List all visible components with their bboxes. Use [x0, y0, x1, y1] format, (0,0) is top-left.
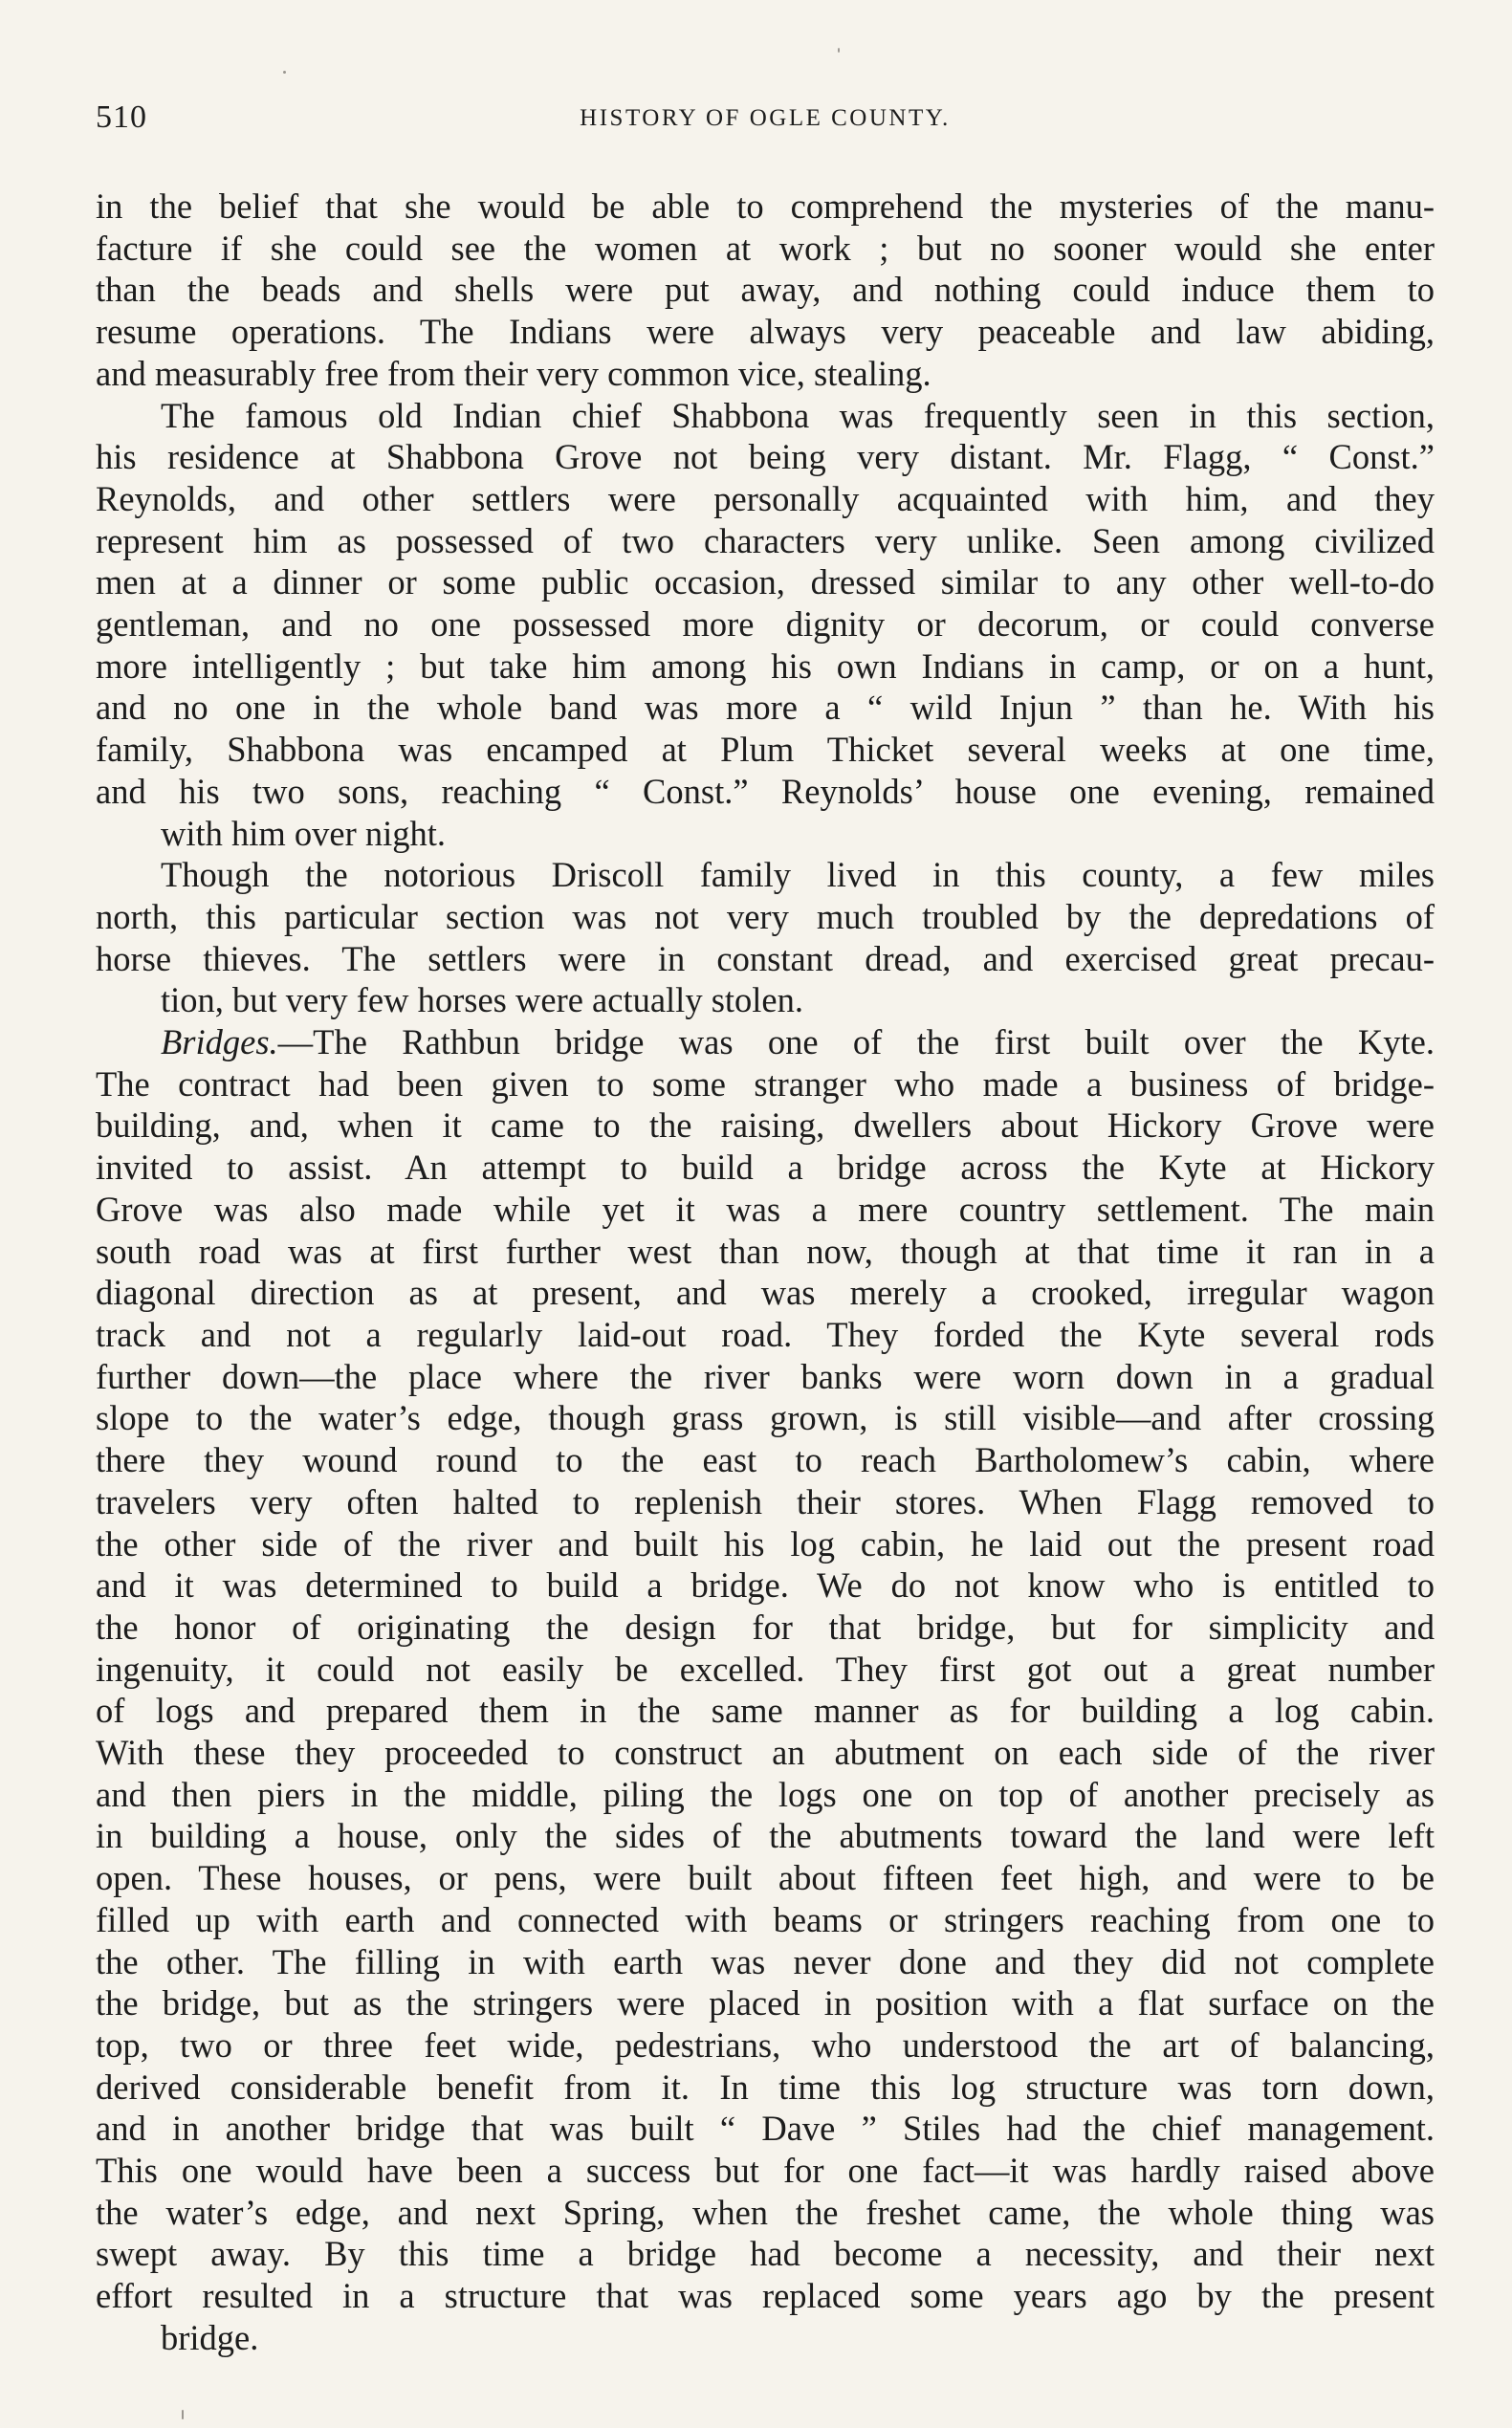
text-line: track and not a regularly laid-out road. They forded the Kyte several rods — [96, 1314, 1435, 1354]
text-line: —The Rathbun bridge was one of the first built over the Kyte. — [277, 1022, 1435, 1062]
text-line: Though the notorious Driscoll family lived in this county, a few miles — [161, 855, 1435, 895]
paper-speck — [838, 48, 840, 53]
text-line: further down—the place where the river banks were worn down in a gradual — [96, 1356, 1435, 1396]
text-line: and then piers in the middle, piling the logs one on top of another precisely as — [96, 1774, 1435, 1814]
text-line: slope to the water’s edge, though grass grown, is still visible—and after crossing — [96, 1398, 1435, 1438]
text-line: This one would have been a success but for one fact—it was hardly raised above — [96, 2151, 1435, 2191]
section-heading-bridges: Bridges. — [161, 1022, 278, 1062]
text-line: invited to assist. An attempt to build a bridge across the Kyte at Hickory — [96, 1148, 1435, 1188]
text-line: building, and, when it came to the raising, dwellers about Hickory Grove were — [96, 1105, 1435, 1146]
text-line: travelers very often halted to replenish their stores. When Flagg removed to — [96, 1481, 1435, 1521]
paragraph-driscoll — [96, 854, 1435, 1021]
text-line: effort resulted in a structure that was replaced some years ago by the present — [96, 2276, 1435, 2316]
running-title: HISTORY OF OGLE COUNTY. — [580, 105, 951, 131]
text-line: the other. The filling in with earth was never done and they did not complete — [96, 1941, 1435, 1981]
paper-speck — [182, 2410, 184, 2419]
text-line: in the belief that she would be able to comprehend the mysteries of the manu- — [96, 186, 1435, 226]
running-head — [96, 99, 1435, 138]
text-line: and no one in the whole band was more a “ wild Injun ” than he. With his — [96, 688, 1435, 728]
text-line: derived considerable benefit from it. In time this log structure was torn down, — [96, 2067, 1435, 2107]
text-line: the honor of originating the design for that bridge, but for simplicity and — [96, 1607, 1435, 1647]
text-line: family, Shabbona was encamped at Plum Thicket several weeks at one time, — [96, 730, 1435, 770]
text-line: Grove was also made while yet it was a mere country settlement. The main — [96, 1189, 1435, 1229]
text-line: open. These houses, or pens, were built about fifteen feet high, and were to be — [96, 1858, 1435, 1898]
page-number: 510 — [96, 99, 147, 135]
text-line: and measurably free from their very common vice, stealing. — [96, 353, 931, 393]
text-line: tion, but very few horses were actually stolen. — [161, 980, 804, 1020]
text-line: and in another bridge that was built “ Dave ” Stiles had the chief management. — [96, 2109, 1435, 2149]
text-line: The famous old Indian chief Shabbona was frequently seen in this section, — [161, 395, 1435, 435]
text-line: represent him as possessed of two characters very unlike. Seen among civilized — [96, 520, 1435, 560]
paragraph-continuation — [96, 186, 1435, 395]
text-line: bridge. — [161, 2317, 259, 2357]
text-line: With these they proceeded to construct an abutment on each side of the river — [96, 1733, 1435, 1773]
text-line: gentleman, and no one possessed more dignity or decorum, or could converse — [96, 604, 1435, 645]
text-line: men at a dinner or some public occasion, dressed similar to any other well-to-do — [96, 562, 1435, 602]
text-line: more intelligently ; but take him among his own Indians in camp, or on a hunt, — [96, 645, 1435, 686]
text-line: filled up with earth and connected with beams or stringers reaching from one to — [96, 1899, 1435, 1939]
text-line: with him over night. — [161, 813, 447, 853]
text-line: The contract had been given to some stranger who made a business of bridge- — [96, 1063, 1435, 1104]
text-line: of logs and prepared them in the same manner as for building a log cabin. — [96, 1691, 1435, 1731]
text-line: the other side of the river and built his log cabin, he laid out the present road — [96, 1523, 1435, 1564]
text-line: the bridge, but as the stringers were placed in position with a flat surface on the — [96, 1983, 1435, 2023]
text-line: and his two sons, reaching “ Const.” Reynolds’ house one evening, remained — [96, 771, 1435, 811]
text-line: top, two or three feet wide, pedestrians, who understood the art of balancing, — [96, 2024, 1435, 2065]
paragraph-shabbona — [96, 395, 1435, 855]
paper-speck — [283, 71, 286, 74]
text-line: Reynolds, and other settlers were personally acquainted with him, and they — [96, 478, 1435, 518]
text-line: his residence at Shabbona Grove not being very distant. Mr. Flagg, “ Const.” — [96, 437, 1435, 477]
text-line: north, this particular section was not very much troubled by the depredations of — [96, 896, 1435, 936]
text-line: swept away. By this time a bridge had become a necessity, and their next — [96, 2234, 1435, 2274]
paragraph-bridges — [96, 1021, 1435, 2359]
text-line: there they wound round to the east to reach Bartholomew’s cabin, where — [96, 1440, 1435, 1480]
text-line: horse thieves. The settlers were in constant dread, and exercised great precau- — [96, 938, 1435, 978]
text-body — [96, 186, 1435, 2359]
text-line: in building a house, only the sides of the abutments toward the land were left — [96, 1816, 1435, 1856]
text-line: diagonal direction as at present, and was merely a crooked, irregular wagon — [96, 1273, 1435, 1313]
text-line: the water’s edge, and next Spring, when the freshet came, the whole thing was — [96, 2192, 1435, 2232]
text-line: and it was determined to build a bridge. We do not know who is entitled to — [96, 1565, 1435, 1606]
text-line: resume operations. The Indians were always very peaceable and law abiding, — [96, 312, 1435, 352]
text-line: south road was at first further west than now, though at that time it ran in a — [96, 1231, 1435, 1271]
text-line: facture if she could see the women at work ; but no sooner would she enter — [96, 228, 1435, 268]
text-line: ingenuity, it could not easily be excelled. They first got out a great number — [96, 1649, 1435, 1689]
text-line: than the beads and shells were put away, and nothing could induce them to — [96, 270, 1435, 310]
